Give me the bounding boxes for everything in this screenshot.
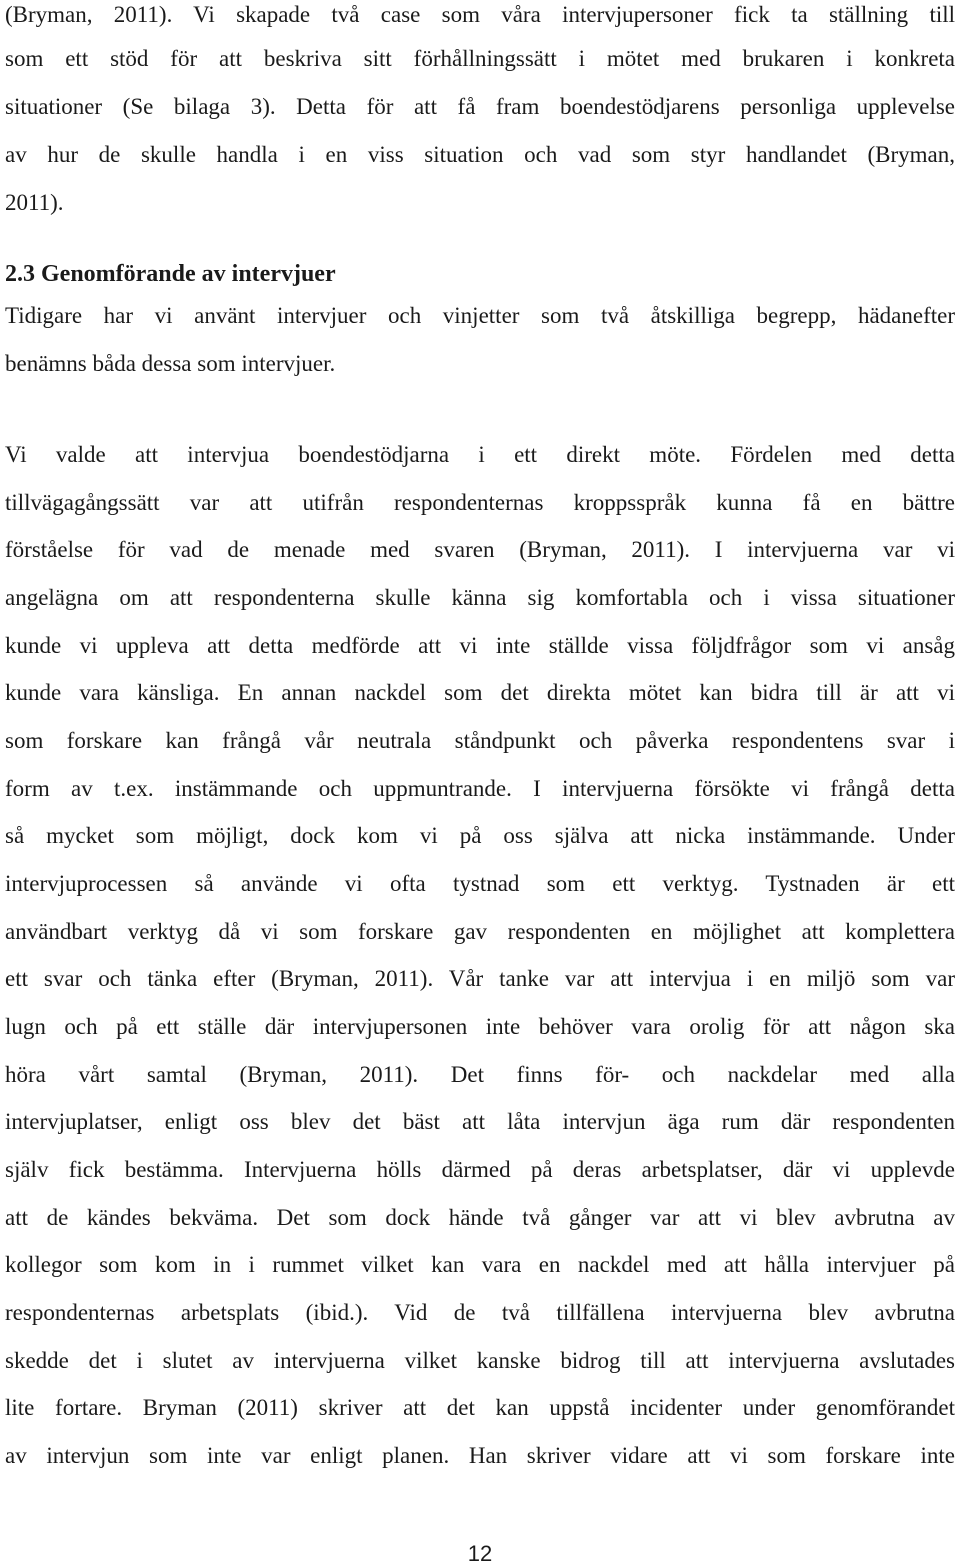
text-line: förståelse för vad de menade med svaren (Bryman, 2011). I intervjuerna var vi [5, 537, 955, 562]
text-line: så mycket som möjligt, dock kom vi på oss själva att nicka instämmande. Under [5, 823, 955, 848]
text-line: intervjuplatser, enligt oss blev det bäst att låta intervjun äga rum där respondenten [5, 1109, 955, 1134]
text-line: höra vårt samtal (Bryman, 2011). Det finns för- och nackdelar med alla [5, 1062, 955, 1087]
text-line: (Bryman, 2011). Vi skapade två case som våra intervjupersoner fick ta ställning till [5, 2, 955, 27]
text-line: som forskare kan frångå vår neutrala ståndpunkt och påverka respondentens svar i [5, 728, 955, 753]
text-line: angelägna om att respondenterna skulle känna sig komfortabla och i vissa situationer [5, 585, 955, 610]
text-line: Tidigare har vi använt intervjuer och vinjetter som två åtskilliga begrepp, hädanefter [5, 303, 955, 328]
text-line: respondenternas arbetsplats (ibid.). Vid de två tillfällena intervjuerna blev avbrutna [5, 1300, 955, 1325]
page-number: 12 [467, 1541, 493, 1566]
text-line: skedde det i slutet av intervjuerna vilket kanske bidrog till att intervjuerna avslutades [5, 1348, 955, 1373]
text-line: kollegor som kom in i rummet vilket kan vara en nackdel med att hålla intervjuer på [5, 1252, 955, 1277]
text-line: situationer (Se bilaga 3). Detta för att få fram boendestödjarens personliga upplevelse [5, 94, 955, 119]
text-line: 2011). [5, 190, 64, 215]
text-line: Vi valde att intervjua boendestödjarna i ett direkt möte. Fördelen med detta [5, 442, 955, 467]
text-line: användbart verktyg då vi som forskare gav respondenten en möjlighet att komplettera [5, 919, 955, 944]
text-line: själv fick bestämma. Intervjuerna hölls därmed på deras arbetsplatser, där vi upplevde [5, 1157, 955, 1182]
text-line: kunde vara känsliga. En annan nackdel som det direkta mötet kan bidra till är att vi [5, 680, 955, 705]
text-line: benämns båda dessa som intervjuer. [5, 351, 336, 376]
text-line: intervjuprocessen så använde vi ofta tystnad som ett verktyg. Tystnaden är ett [5, 871, 955, 896]
text-line: att de kändes bekväma. Det som dock hände två gånger var att vi blev avbrutna av [5, 1205, 955, 1230]
text-line: av hur de skulle handla i en viss situation och vad som styr handlandet (Bryman, [5, 142, 955, 167]
text-line: av intervjun som inte var enligt planen. Han skriver vidare att vi som forskare inte [5, 1443, 955, 1468]
text-line: tillvägagångssätt var att utifrån respondenternas kroppsspråk kunna få en bättre [5, 490, 955, 515]
text-line: lite fortare. Bryman (2011) skriver att det kan uppstå incidenter under genomförandet [5, 1395, 955, 1420]
text-line: som ett stöd för att beskriva sitt förhållningssätt i mötet med brukaren i konkreta [5, 46, 955, 71]
text-line: lugn och på ett ställe där intervjupersonen inte behöver vara orolig för att någon ska [5, 1014, 955, 1039]
text-line: form av t.ex. instämmande och uppmuntrande. I intervjuerna försökte vi frångå detta [5, 776, 955, 801]
text-line: ett svar och tänka efter (Bryman, 2011). Vår tanke var att intervjua i en miljö som var [5, 966, 955, 991]
text-line: kunde vi uppleva att detta medförde att vi inte ställde vissa följdfrågor som vi ansåg [5, 633, 955, 658]
section-heading: 2.3 Genomförande av intervjuer [5, 261, 336, 287]
